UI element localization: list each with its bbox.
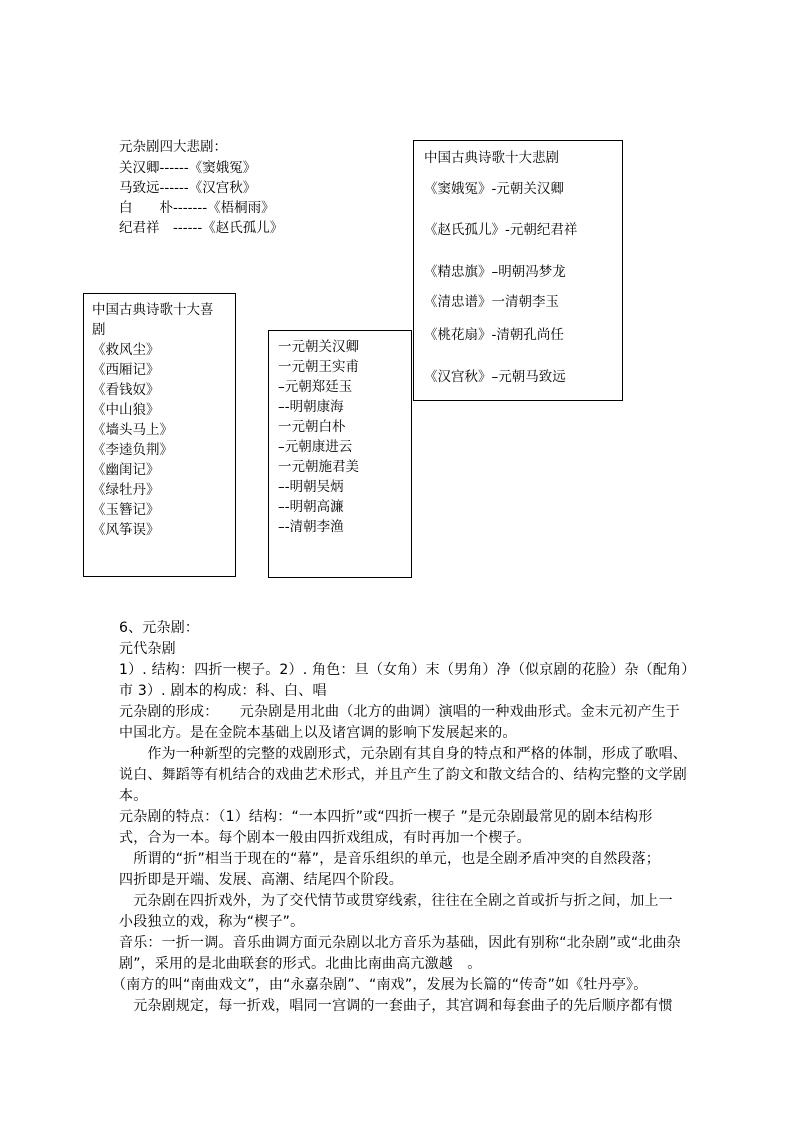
list-item: 《救风尘》 xyxy=(92,342,160,358)
paragraph-line: 剧”，采用的是北曲联套的形式。北曲比南曲高亢激越 。 xyxy=(119,956,482,972)
paragraph-line: 小段独立的戏，称为“楔子”。 xyxy=(119,914,305,930)
list-item: 纪君祥 ------《赵氏孤儿》 xyxy=(119,220,284,236)
list-item: 《赵氏孤儿》-元朝纪君祥 xyxy=(424,222,578,238)
list-item: 《看钱奴》 xyxy=(92,382,160,398)
paragraph-line: 音乐：一折一调。音乐曲调方面元杂剧以北方音乐为基础，因此有别称“北杂剧”或“北曲杂 xyxy=(119,935,681,951)
box-title-line: 中国古典诗歌十大喜 xyxy=(92,302,214,318)
list-item: 《清忠谱》一清朝李玉 xyxy=(424,294,559,310)
paragraph-line: 元杂剧的特点：（1）结构：“一本四折”或“四折一楔子 ”是元杂剧最常见的剧本结构形 xyxy=(119,809,653,825)
authors-box xyxy=(268,330,412,578)
ten-tragedies-box xyxy=(413,140,623,401)
list-item: 《西厢记》 xyxy=(92,362,160,378)
list-item: –元朝康进云 xyxy=(278,439,353,455)
paragraph-line: 元杂剧的形成： 元杂剧是用北曲（北方的曲调）演唱的一种戏曲形式。金末元初产生于 xyxy=(119,704,680,720)
paragraph-line: 元杂剧规定，每一折戏，唱同一宫调的一套曲子，其宫调和每套曲子的先后顺序都有惯 xyxy=(119,998,673,1014)
list-item: 马致远------《汉宫秋》 xyxy=(119,180,257,196)
paragraph-line: 元杂剧在四折戏外，为了交代情节或贯穿线索，往往在全剧之首或折与折之间，加上一 xyxy=(119,893,673,909)
list-item: 白 朴-------《梧桐雨》 xyxy=(119,200,275,216)
list-item: 关汉卿------《窦娥冤》 xyxy=(119,160,257,176)
list-item: –-明朝吴炳 xyxy=(278,479,344,495)
paragraph-line: 式，合为一本。每个剧本一般由四折戏组成，有时再加一个楔子。 xyxy=(119,830,531,846)
section-subheading: 元代杂剧 xyxy=(119,641,176,657)
paragraph-line: 四折即是开端、发展、高潮、结尾四个阶段。 xyxy=(119,872,403,888)
list-item: 一元朝王实甫 xyxy=(278,359,359,375)
paragraph-line: 市 3）. 剧本的构成：科、白、唱 xyxy=(119,683,327,699)
list-item: 《李逵负荆》 xyxy=(92,442,173,458)
list-item: 《汉宫秋》–元朝马致远 xyxy=(424,369,566,385)
list-item: 《风筝误》 xyxy=(92,522,160,538)
list-item: –-明朝高濂 xyxy=(278,499,344,515)
list-item: 《绿牡丹》 xyxy=(92,482,160,498)
list-item: 一元朝施君美 xyxy=(278,459,359,475)
list-item: 《精忠旗》–明朝冯梦龙 xyxy=(424,264,566,280)
list-item: 一元朝白朴 xyxy=(278,419,346,435)
list-item: –元朝郑廷玉 xyxy=(278,379,353,395)
section-heading: 6、元杂剧： xyxy=(119,620,200,636)
list-item: –-明朝康海 xyxy=(278,399,344,415)
paragraph-line: 中国北方。是在金院本基础上以及诸宫调的影响下发展起来的。 xyxy=(119,725,517,741)
ten-comedies-box xyxy=(83,293,236,577)
box-title: 中国古典诗歌十大悲剧 xyxy=(424,150,559,166)
paragraph-line: 本。 xyxy=(119,788,148,804)
tragedy-list xyxy=(119,158,283,238)
paragraph-line: 作为一种新型的完整的戏剧形式，元杂剧有其自身的特点和严格的体制，形成了歌唱、 xyxy=(119,746,687,762)
section-yuan-zaju xyxy=(112,618,696,1017)
paragraph-line: 1）. 结构：四折一楔子。2）. 角色：旦（女角）末（男角）净（似京剧的花脸）杂（配角） xyxy=(119,662,696,678)
box-title-line: 剧 xyxy=(92,322,106,338)
paragraph-line: 所谓的“折”相当于现在的“幕”，是音乐组织的单元，也是全剧矛盾冲突的自然段落； xyxy=(119,851,661,867)
list-item: –-清朝李渔 xyxy=(278,519,344,535)
tragedy-list-title: 元杂剧四大悲剧： xyxy=(119,139,227,155)
paragraph-line: （南方的叫“南曲戏文”，由“永嘉杂剧”、“南戏”，发展为长篇的“传奇”如《牡丹亭》。 xyxy=(112,977,648,993)
list-item: 《中山狼》 xyxy=(92,402,160,418)
list-item: 《玉簪记》 xyxy=(92,502,160,518)
paragraph-line: 说白、舞蹈等有机结合的戏曲艺术形式，并且产生了韵文和散文结合的、结构完整的文学剧 xyxy=(119,767,687,783)
list-item: 《窦娥冤》-元朝关汉卿 xyxy=(424,181,564,197)
list-item: 一元朝关汉卿 xyxy=(278,339,359,355)
list-item: 《桃花扇》-清朝孔尚任 xyxy=(424,327,564,343)
list-item: 《墙头马上》 xyxy=(92,422,173,438)
list-item: 《幽闺记》 xyxy=(92,462,160,478)
